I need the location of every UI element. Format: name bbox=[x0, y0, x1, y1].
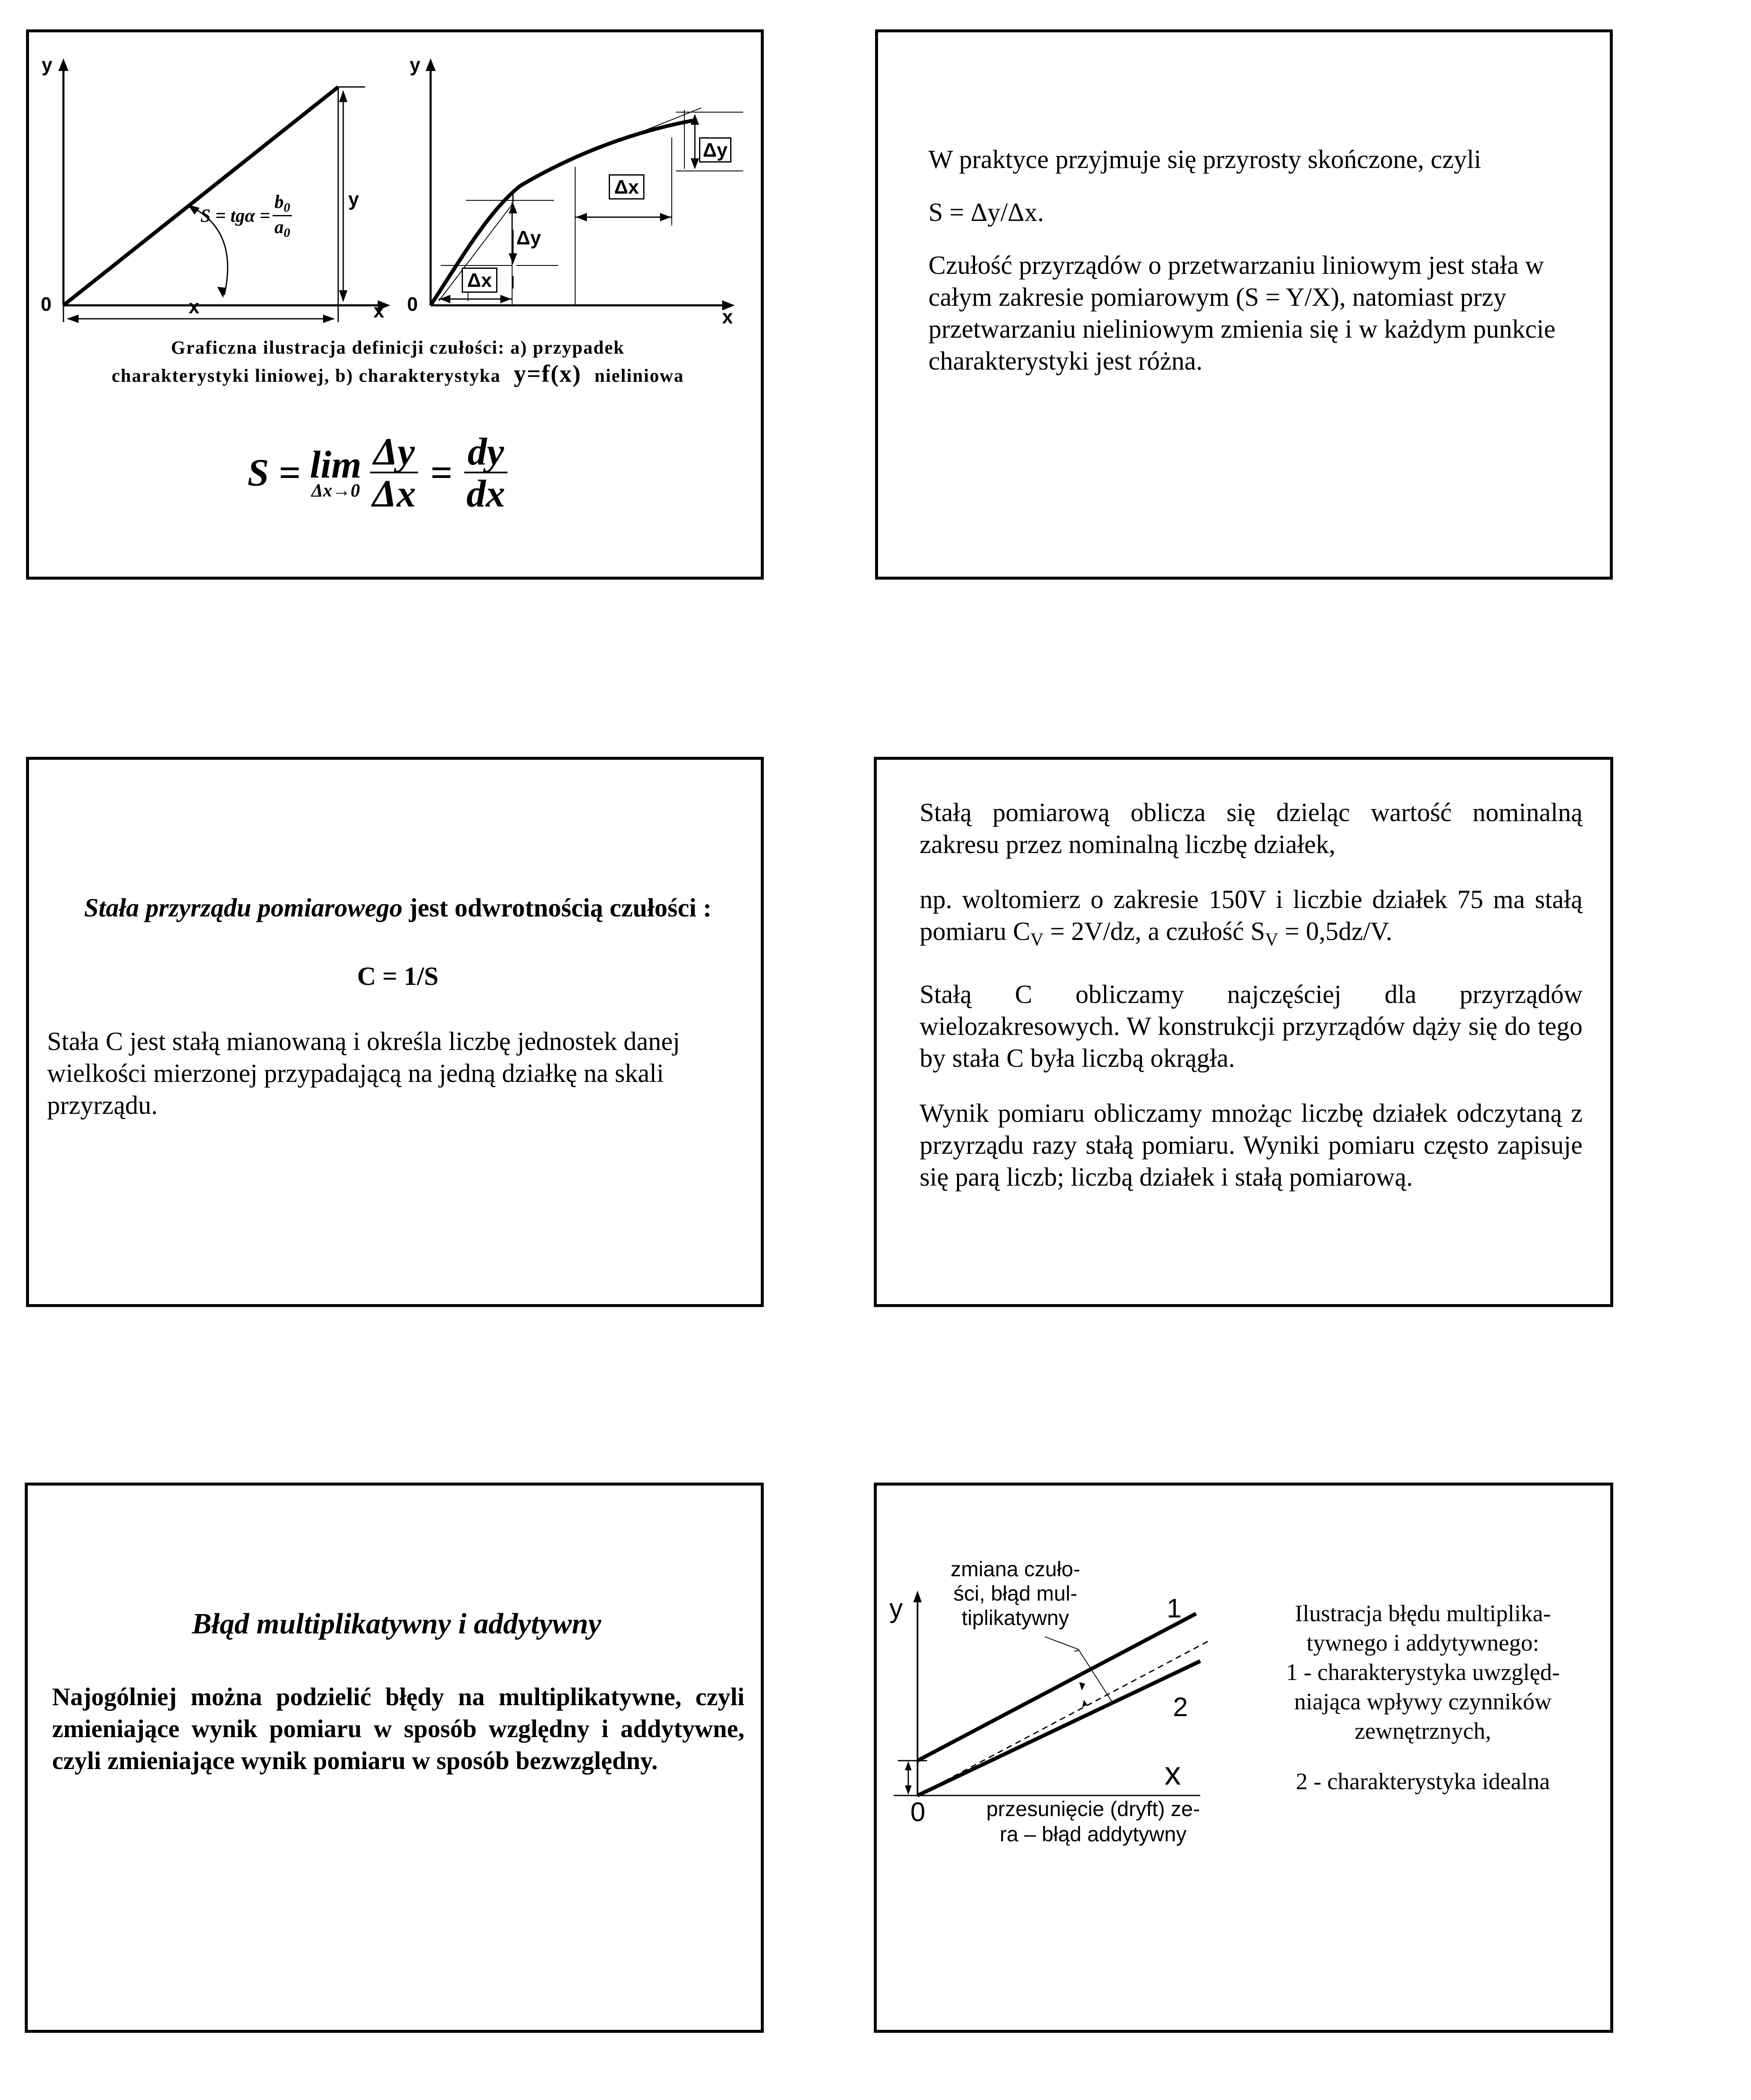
slide4-p3: Stałą C obliczamy najczęściej dla przyrządów wielozakresowych. W konstrukcji przyrządów dąży się do tego by stała C była liczbą okrągła. bbox=[920, 980, 1583, 1073]
graph-b-y-label: y bbox=[410, 54, 421, 76]
slide2-p1: W praktyce przyjmuje się przyrosty skończone, czyli bbox=[928, 145, 1481, 174]
formula-eq: = bbox=[430, 451, 452, 494]
slide6-origin: 0 bbox=[910, 1797, 925, 1827]
slide3-title-italic: Stała przyrządu pomiarowego bbox=[84, 894, 403, 922]
slide6-y-label: y bbox=[889, 1593, 903, 1623]
slide6-multiplicative-label: zmiana czuło- ści, błąd mul- tiplikatywny bbox=[950, 1557, 1081, 1630]
slide3-title: Stała przyrządu pomiarowego jest odwrotnością czułości : bbox=[84, 894, 712, 922]
formula-num: b bbox=[274, 192, 284, 212]
slide-error-illustration bbox=[874, 1483, 1613, 2033]
sensitivity-graphs bbox=[29, 32, 761, 352]
graph-a-origin: 0 bbox=[41, 293, 52, 315]
slide-finite-increments bbox=[875, 29, 1613, 580]
slide5-title: Błąd multiplikatywny i addytywny bbox=[192, 1608, 602, 1640]
formula-lim-sub: Δx→0 bbox=[311, 480, 360, 501]
slide6-additive-label: przesunięcie (dryft) ze- ra – błąd addytywny bbox=[986, 1797, 1200, 1846]
slide4-p4: Wynik pomiaru obliczamy mnożąc liczbę działek odczytaną z przyrządu razy stałą pomiaru. Wyniki pomiaru często zapisuje się parą liczb; liczbą działek i stałą pomiarową. bbox=[920, 1099, 1583, 1192]
slide6-x-label: x bbox=[1165, 1755, 1181, 1792]
formula-s-eq: S = bbox=[247, 451, 301, 494]
caption-yfx: y=f(x) bbox=[514, 360, 582, 387]
graph-a-x-label: x bbox=[373, 300, 384, 322]
graph-a-y-segment-label: y bbox=[348, 188, 359, 210]
slide-sensitivity-definition bbox=[26, 29, 764, 580]
slide6-line1-label: 1 bbox=[1167, 1593, 1182, 1623]
graph-b-dx1: Δx bbox=[462, 268, 497, 293]
graph-b-dy2: Δy bbox=[699, 137, 731, 163]
figure-caption bbox=[37, 335, 758, 389]
slide-measurement-constant bbox=[874, 757, 1613, 1307]
sensitivity-limit-formula bbox=[247, 431, 508, 514]
caption-line-2: charakterystyki liniowej, b) charakterystyka y=f(x) nieliniowa bbox=[111, 360, 684, 387]
graph-b-dx2: Δx bbox=[609, 174, 644, 200]
slide-error-types bbox=[25, 1483, 764, 2033]
graph-a-x-segment-label: x bbox=[189, 296, 200, 318]
slide-instrument-constant bbox=[26, 757, 764, 1307]
formula-delta-fraction: $\frac{\Delta y}{\Delta x}$ bbox=[369, 431, 419, 514]
formula-lim: lim Δx→0 bbox=[310, 443, 362, 501]
formula-derivative-fraction: $\frac{dy}{dx}$ bbox=[463, 431, 508, 514]
slide6-line2-label: 2 bbox=[1173, 1692, 1188, 1722]
slide3-body: Stała C jest stałą mianowaną i określa liczbę jednostek danej wielkości mierzonej przypadającą na jedną działkę na skali przyrządu. bbox=[47, 1027, 680, 1120]
slide6-description: Ilustracja błędu multiplika- tywnego i addytywnego: 1 - charakterystyka uwzględ- niająca wpływy czynników zewnętrznych, 2 - charakterystyka idealna bbox=[1286, 1601, 1560, 1795]
graph-b-origin: 0 bbox=[407, 293, 418, 315]
slide3-formula: C = 1/S bbox=[357, 962, 439, 991]
formula-num-sub: 0 bbox=[284, 200, 290, 215]
graph-b-dy1: Δy bbox=[516, 227, 541, 249]
slide2-text bbox=[928, 144, 1577, 377]
slide5-body: Najogólniej można podzielić błędy na multiplikatywne, czyli zmieniające wynik pomiaru w sposób względny i addytywne, czyli zmieniające wynik pomiaru w sposób bezwzględny. bbox=[52, 1683, 744, 1774]
slide4-p1: Stałą pomiarową oblicza się dzieląc wartość nominalną zakresu przez nominalną liczbę działek, bbox=[920, 798, 1583, 859]
line-2 bbox=[918, 1661, 1200, 1796]
slide2-p3: Czułość przyrządów o przetwarzaniu liniowym jest stała w całym zakresie pomiarowym (S = Y/X), natomiast przy przetwarzaniu nieliniowym zmienia się i w każdym punkcie charakterystyki jest różna. bbox=[928, 251, 1556, 375]
line-1 bbox=[918, 1614, 1196, 1761]
formula-den-sub: 0 bbox=[284, 226, 290, 240]
graph-b-x-label: x bbox=[722, 306, 733, 328]
graph-a-y-label: y bbox=[42, 54, 53, 76]
slide4-p2: np. woltomierz o zakresie 150V i liczbie działek 75 ma stałą pomiaru $C_V = 2V/dz$, a czułość $S_V = 0,5dz/V$. bbox=[920, 885, 1583, 950]
formula-s-tg: S = tgα = bbox=[200, 205, 271, 226]
formula-fraction bbox=[273, 191, 292, 240]
formula-den: a bbox=[274, 217, 284, 238]
graph-a-formula bbox=[200, 191, 292, 240]
caption-line-1: Graficzna ilustracja definicji czułości: a) przypadek bbox=[171, 337, 625, 358]
slide4-text bbox=[920, 797, 1583, 1193]
graph-a-linear bbox=[58, 58, 390, 323]
slide2-p2: S = Δy/Δx. bbox=[928, 198, 1044, 227]
